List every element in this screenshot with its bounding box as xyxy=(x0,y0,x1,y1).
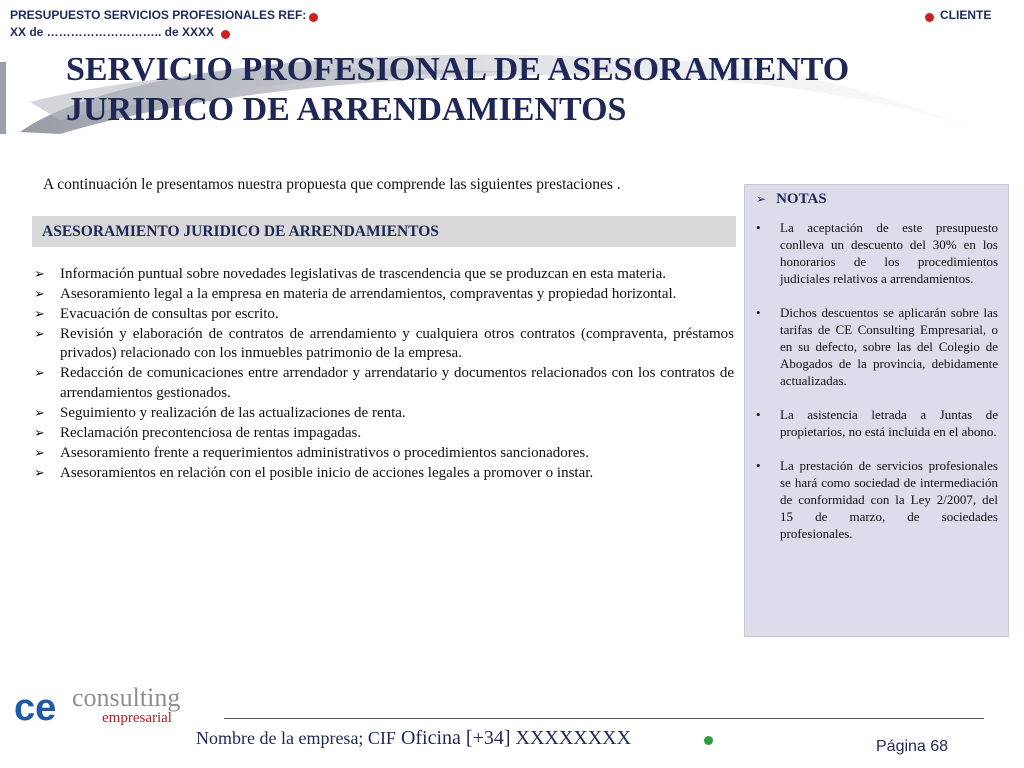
bullet-icon: • xyxy=(756,407,761,422)
arrow-bullet-icon: ➢ xyxy=(34,405,45,421)
bullet-icon: • xyxy=(756,220,761,235)
arrow-bullet-icon: ➢ xyxy=(756,192,767,206)
arrow-bullet-icon: ➢ xyxy=(34,287,45,302)
footer-contact xyxy=(196,727,631,750)
page-number: Página 68 xyxy=(876,738,949,755)
reference-line-1: PRESUPUESTO SERVICIOS PROFESIONALES REF: xyxy=(10,8,307,22)
red-dot-marker xyxy=(221,30,230,39)
list-item: ➢ Información puntual sobre novedades legislativas de trascendencia que se produzcan en esta materia. xyxy=(34,265,734,284)
list-item: ➢ Asesoramientos en relación con el posible inicio de acciones legales a promover o instar. xyxy=(34,464,734,483)
arrow-bullet-icon: ➢ xyxy=(34,366,45,382)
arrow-bullet-icon: ➢ xyxy=(34,425,45,441)
list-item: ➢ Redacción de comunicaciones entre arrendador y arrendatario y documentos relacionados con los contratos de arrendamientos gestionados. xyxy=(34,365,734,401)
list-item: ➢ Seguimiento y realización de las actualizaciones de renta. xyxy=(34,404,734,423)
arrow-bullet-icon: ➢ xyxy=(34,267,45,282)
notes-title: ➢ NOTAS xyxy=(756,191,827,207)
title-line-1: SERVICIO PROFESIONAL DE ASESORAMIENTO xyxy=(66,51,850,88)
bullet-icon: • xyxy=(756,305,761,320)
green-dot-marker xyxy=(704,736,713,745)
list-item: ➢ Evacuación de consultas por escrito. xyxy=(34,305,734,324)
company-info: Nombre de la empresa; CIF xyxy=(196,728,396,748)
red-dot-marker xyxy=(309,13,318,22)
notes-list xyxy=(756,219,998,559)
logo-mark: ce xyxy=(14,687,57,728)
title-line-2: JURIDICO DE ARRENDAMIENTOS xyxy=(66,91,627,128)
office-phone: Oficina [+34] XXXXXXXX xyxy=(400,727,632,749)
note-item: • La asistencia letrada a Juntas de propietarios, no está incluida en el abono. xyxy=(756,407,998,439)
note-item: • La aceptación de este presupuesto conlleva un descuento del 30% en los honorarios de los procedimientos judiciales relativos a arrendamientos. xyxy=(756,220,998,286)
logo-word-empresarial: empresarial xyxy=(102,710,172,726)
note-item: • La prestación de servicios profesionales se hará como sociedad de intermediación de conformidad con la Ley 2/2007, del 15 de marzo, de sociedades profesionales. xyxy=(756,458,998,541)
ce-consulting-logo xyxy=(14,684,214,728)
arrow-bullet-icon: ➢ xyxy=(34,465,45,481)
page-title xyxy=(66,50,886,130)
footer-divider xyxy=(224,718,984,719)
intro-text: A continuación le presentamos nuestra propuesta que comprende las siguientes prestaciones . xyxy=(43,176,621,193)
list-item: ➢ Reclamación precontenciosa de rentas impagadas. xyxy=(34,424,734,443)
bullet-icon: • xyxy=(756,458,761,473)
list-item: ➢ Asesoramiento legal a la empresa en materia de arrendamientos, compraventas y propiedad horizontal. xyxy=(34,285,734,304)
reference-line-2: XX de ……………………….. de XXXX xyxy=(10,25,215,39)
section-title: ASESORAMIENTO JURIDICO DE ARRENDAMIENTOS xyxy=(42,223,439,240)
services-list xyxy=(34,265,734,484)
list-item: ➢ Revisión y elaboración de contratos de arrendamiento y cualquiera otros contratos (compraventa, préstamos privados) relacionado con los inmuebles patrimonio de la empresa. xyxy=(34,326,734,362)
logo-word-consulting: consulting xyxy=(72,684,181,712)
list-item: ➢ Asesoramiento frente a requerimientos administrativos o procedimientos sancionadores. xyxy=(34,444,734,463)
arrow-bullet-icon: ➢ xyxy=(34,445,45,461)
note-item: • Dichos descuentos se aplicarán sobre las tarifas de CE Consulting Empresarial, o en su defecto, sobre las del Colegio de Abogados de la provincia, debidamente actualizadas. xyxy=(756,305,998,388)
arrow-bullet-icon: ➢ xyxy=(34,327,45,342)
arrow-bullet-icon: ➢ xyxy=(34,307,45,322)
red-dot-marker xyxy=(925,13,934,22)
client-label: CLIENTE xyxy=(940,8,992,22)
